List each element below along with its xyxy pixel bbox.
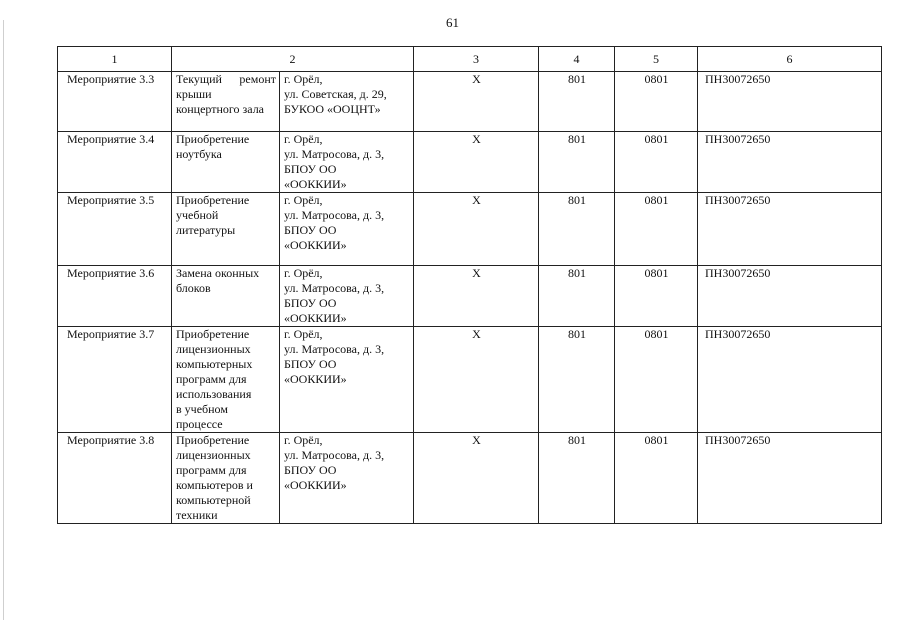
table-row — [58, 72, 882, 132]
col4-cell: 801 — [539, 327, 615, 433]
col3-cell: Х — [414, 266, 539, 327]
col5-cell: 0801 — [615, 327, 698, 433]
table-row — [58, 266, 882, 327]
recipient-line: «ООККИИ» — [284, 372, 347, 386]
recipient-cell — [280, 72, 414, 132]
col4-cell: 801 — [539, 193, 615, 266]
recipient-line: г. Орёл, — [284, 132, 323, 146]
col6-cell: ПН30072650 — [698, 266, 882, 327]
description-line: ноутбука — [176, 147, 222, 161]
column-header: 3 — [414, 47, 539, 72]
budget-table — [57, 46, 882, 524]
recipient-line: г. Орёл, — [284, 433, 323, 447]
description-line: Приобретение — [176, 433, 250, 447]
recipient-line: ул. Матросова, д. 3, — [284, 208, 385, 222]
column-header: 4 — [539, 47, 615, 72]
column-header: 5 — [615, 47, 698, 72]
recipient-line: г. Орёл, — [284, 327, 323, 341]
recipient-line: БПОУ ОО — [284, 357, 337, 371]
recipient-line: БПОУ ОО — [284, 162, 337, 176]
description-line-1 — [176, 72, 276, 87]
description-cell — [172, 72, 280, 132]
measure-cell: Мероприятие 3.4 — [58, 132, 172, 193]
description-line: концертного зала — [176, 102, 265, 116]
recipient-line: ул. Матросова, д. 3, — [284, 281, 385, 295]
description-word: Текущий — [176, 72, 222, 86]
recipient-line: г. Орёл, — [284, 72, 323, 86]
description-line: программ для — [176, 372, 247, 386]
description-line: Приобретение — [176, 132, 250, 146]
recipient-cell — [280, 433, 414, 524]
description-line: процессе — [176, 417, 223, 431]
description-line: компьютерных — [176, 357, 253, 371]
col6-cell: ПН30072650 — [698, 193, 882, 266]
table-row — [58, 327, 882, 433]
col5-cell: 0801 — [615, 72, 698, 132]
description-line: лицензионных — [176, 342, 251, 356]
column-header: 1 — [58, 47, 172, 72]
description-line: компьютерной — [176, 493, 251, 507]
table-header-row — [58, 47, 882, 72]
recipient-cell — [280, 193, 414, 266]
description-line: литературы — [176, 223, 236, 237]
measure-cell: Мероприятие 3.5 — [58, 193, 172, 266]
table-row — [58, 193, 882, 266]
col5-cell: 0801 — [615, 266, 698, 327]
col4-cell: 801 — [539, 433, 615, 524]
col4-cell: 801 — [539, 266, 615, 327]
col6-cell: ПН30072650 — [698, 433, 882, 524]
description-cell — [172, 193, 280, 266]
recipient-line: г. Орёл, — [284, 266, 323, 280]
description-line: Приобретение — [176, 193, 250, 207]
description-line: использования — [176, 387, 252, 401]
col6-cell: ПН30072650 — [698, 72, 882, 132]
recipient-cell — [280, 266, 414, 327]
description-word: ремонт — [239, 72, 276, 86]
col6-cell: ПН30072650 — [698, 132, 882, 193]
recipient-line: БУКОО «ООЦНТ» — [284, 102, 381, 116]
measure-cell: Мероприятие 3.8 — [58, 433, 172, 524]
recipient-line: ул. Матросова, д. 3, — [284, 342, 385, 356]
column-header: 2 — [172, 47, 414, 72]
recipient-cell — [280, 132, 414, 193]
recipient-line: «ООККИИ» — [284, 478, 347, 492]
description-line: крыши — [176, 87, 212, 101]
recipient-line: г. Орёл, — [284, 193, 323, 207]
col5-cell: 0801 — [615, 132, 698, 193]
col4-cell: 801 — [539, 132, 615, 193]
col3-cell: Х — [414, 72, 539, 132]
measure-cell: Мероприятие 3.6 — [58, 266, 172, 327]
recipient-line: ул. Советская, д. 29, — [284, 87, 387, 101]
description-line: Замена оконных — [176, 266, 260, 280]
col4-cell: 801 — [539, 72, 615, 132]
column-header: 6 — [698, 47, 882, 72]
col3-cell: Х — [414, 433, 539, 524]
description-line: лицензионных — [176, 448, 251, 462]
recipient-line: БПОУ ОО — [284, 463, 337, 477]
col5-cell: 0801 — [615, 193, 698, 266]
recipient-line: «ООККИИ» — [284, 311, 347, 325]
recipient-line: БПОУ ОО — [284, 296, 337, 310]
col6-cell: ПН30072650 — [698, 327, 882, 433]
col5-cell: 0801 — [615, 433, 698, 524]
table-row — [58, 132, 882, 193]
description-line: блоков — [176, 281, 211, 295]
recipient-line: «ООККИИ» — [284, 177, 347, 191]
recipient-line: ул. Матросова, д. 3, — [284, 448, 385, 462]
measure-cell: Мероприятие 3.3 — [58, 72, 172, 132]
description-line: программ для — [176, 463, 247, 477]
recipient-line: БПОУ ОО — [284, 223, 337, 237]
measure-cell: Мероприятие 3.7 — [58, 327, 172, 433]
page-number: 61 — [446, 15, 459, 30]
recipient-line: ул. Матросова, д. 3, — [284, 147, 385, 161]
description-line: учебной — [176, 208, 219, 222]
col3-cell: Х — [414, 327, 539, 433]
recipient-cell — [280, 327, 414, 433]
description-line: Приобретение — [176, 327, 250, 341]
col3-cell: Х — [414, 132, 539, 193]
description-cell — [172, 327, 280, 433]
description-cell — [172, 433, 280, 524]
col3-cell: Х — [414, 193, 539, 266]
recipient-line: «ООККИИ» — [284, 238, 347, 252]
left-margin-rule — [3, 20, 4, 620]
description-cell — [172, 132, 280, 193]
description-line: в учебном — [176, 402, 228, 416]
description-line: техники — [176, 508, 218, 522]
description-line: компьютеров и — [176, 478, 253, 492]
table-row — [58, 433, 882, 524]
description-cell — [172, 266, 280, 327]
